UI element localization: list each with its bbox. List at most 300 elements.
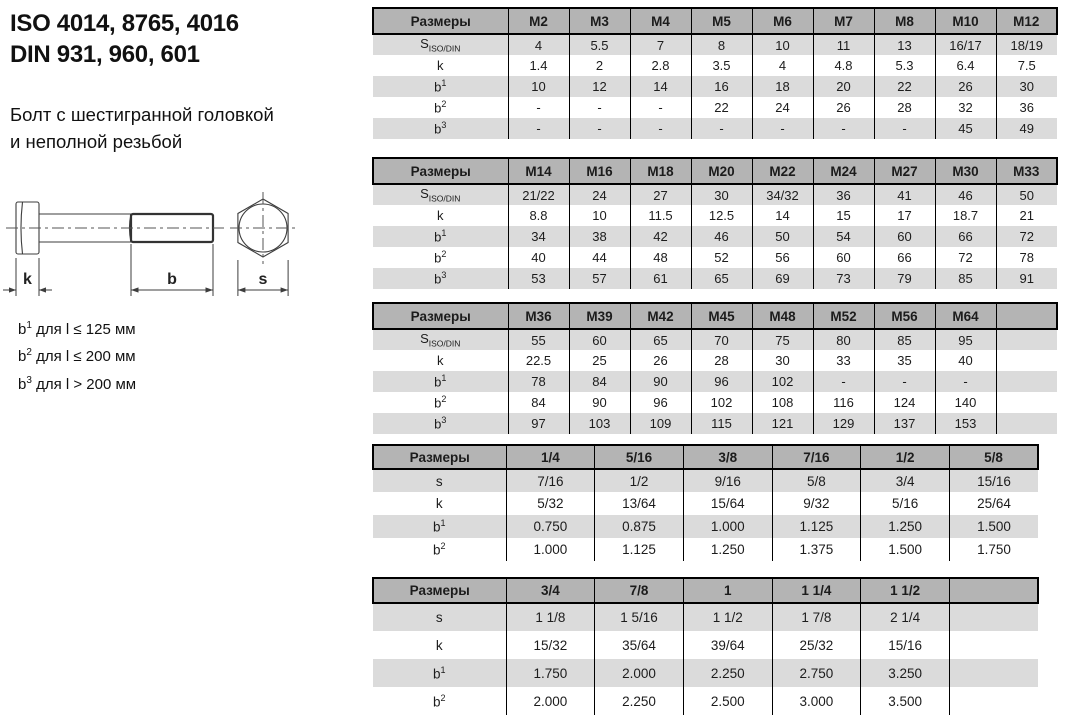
page-subtitle bbox=[10, 102, 370, 156]
table-cell: 45 bbox=[935, 118, 996, 139]
table-cell: 13/64 bbox=[595, 492, 684, 515]
table-cell: 44 bbox=[569, 247, 630, 268]
table-cell: 5.3 bbox=[874, 55, 935, 76]
table-cell: 3/4 bbox=[861, 469, 950, 492]
table-cell: 1.125 bbox=[772, 515, 861, 538]
table-header-size-M10: M10 bbox=[935, 8, 996, 34]
table-cell: 85 bbox=[874, 329, 935, 350]
table-cell: 1.750 bbox=[506, 659, 595, 687]
table-cell: 103 bbox=[569, 413, 630, 434]
table-cell: 7/16 bbox=[506, 469, 595, 492]
table-row bbox=[373, 371, 1057, 392]
table-cell: 16 bbox=[691, 76, 752, 97]
row-label: $S_{ISO/DIN}$ bbox=[373, 34, 508, 55]
dimension-table-2 bbox=[372, 157, 1058, 289]
table-cell: 1.500 bbox=[861, 538, 950, 561]
row-label: k bbox=[435, 637, 443, 653]
table-header-sizes: Размеры bbox=[373, 445, 506, 469]
row-label: s bbox=[373, 469, 506, 492]
table-cell: 27 bbox=[630, 184, 691, 205]
row-label: $b^1$ bbox=[373, 226, 508, 247]
footnote-b3: $b^3$ для l > 200 мм bbox=[18, 374, 137, 393]
subtitle-line-1: Болт с шестигранной головкой bbox=[10, 104, 274, 126]
table-cell: 4.8 bbox=[813, 55, 874, 76]
bolt-side-view bbox=[6, 202, 224, 254]
table-cell: 25/32 bbox=[772, 631, 861, 659]
table-cell: 35 bbox=[874, 350, 935, 371]
dimension-label-b: b bbox=[167, 271, 177, 288]
table-cell: 28 bbox=[691, 350, 752, 371]
row-label: $b^1$ bbox=[373, 371, 508, 392]
table-header-size-M39: M39 bbox=[569, 303, 630, 329]
table-cell: 78 bbox=[508, 371, 569, 392]
table-cell: 34 bbox=[508, 226, 569, 247]
table-cell: 0.875 bbox=[595, 515, 684, 538]
table-cell: - bbox=[691, 118, 752, 139]
table-cell: 65 bbox=[630, 329, 691, 350]
table-header-size-M30: M30 bbox=[935, 158, 996, 184]
table-cell: 11.5 bbox=[630, 205, 691, 226]
table-row bbox=[373, 603, 1038, 631]
table-cell: 30 bbox=[996, 76, 1057, 97]
table-cell: 41 bbox=[874, 184, 935, 205]
table-cell: 108 bbox=[752, 392, 813, 413]
dimension-k bbox=[3, 258, 52, 296]
row-label: $b^1$ bbox=[373, 515, 506, 538]
table-cell bbox=[996, 413, 1057, 434]
dimension-table-3 bbox=[372, 302, 1058, 434]
table-cell: 2 1/4 bbox=[861, 603, 950, 631]
table-header-size-M64: M64 bbox=[935, 303, 996, 329]
row-label: $b^3$ bbox=[373, 118, 508, 139]
table-header-size-empty bbox=[996, 303, 1057, 329]
table-header-row bbox=[373, 8, 1057, 34]
table-header-size-M36: M36 bbox=[508, 303, 569, 329]
table-cell: 25/64 bbox=[949, 492, 1038, 515]
table-cell: 25 bbox=[569, 350, 630, 371]
table-cell bbox=[996, 329, 1057, 350]
table-header-row bbox=[373, 578, 1038, 603]
table-cell: 153 bbox=[935, 413, 996, 434]
table-header-size-M12: M12 bbox=[996, 8, 1057, 34]
table-cell: 1.125 bbox=[595, 538, 684, 561]
table-cell: 52 bbox=[691, 247, 752, 268]
table-cell: 46 bbox=[691, 226, 752, 247]
table-cell: 5/8 bbox=[772, 469, 861, 492]
table-cell: 79 bbox=[874, 268, 935, 289]
table-cell: 124 bbox=[874, 392, 935, 413]
table-header-size-M7: M7 bbox=[813, 8, 874, 34]
table-cell: 12 bbox=[569, 76, 630, 97]
table-cell: 3.250 bbox=[861, 659, 950, 687]
row-label: $b^1$ bbox=[373, 659, 506, 687]
table-cell: - bbox=[630, 97, 691, 118]
page-title bbox=[10, 8, 370, 70]
table-cell: 35/64 bbox=[595, 631, 684, 659]
table-row bbox=[373, 515, 1038, 538]
table-header-size-7/16: 7/16 bbox=[772, 445, 861, 469]
table-cell: 15/16 bbox=[949, 469, 1038, 492]
table-cell: 9/32 bbox=[772, 492, 861, 515]
table-cell: 15/16 bbox=[861, 631, 950, 659]
table-cell: 60 bbox=[813, 247, 874, 268]
table-cell: 20 bbox=[813, 76, 874, 97]
table-cell: 9/16 bbox=[683, 469, 772, 492]
footnote-b2: $b^2$ для l ≤ 200 мм bbox=[18, 347, 136, 366]
table-cell: 70 bbox=[691, 329, 752, 350]
table-cell: 21 bbox=[996, 205, 1057, 226]
table-header-size-empty bbox=[949, 578, 1038, 603]
table-cell: 54 bbox=[813, 226, 874, 247]
table-header-size-3/4: 3/4 bbox=[506, 578, 595, 603]
table-header-size-1 1/4: 1 1/4 bbox=[772, 578, 861, 603]
table-cell: 10 bbox=[569, 205, 630, 226]
row-label: k bbox=[437, 208, 444, 223]
table-cell: 50 bbox=[996, 184, 1057, 205]
table-cell: - bbox=[569, 118, 630, 139]
table-cell: 34/32 bbox=[752, 184, 813, 205]
table-cell: 1.375 bbox=[772, 538, 861, 561]
table-row bbox=[373, 55, 1057, 76]
table-header-size-M27: M27 bbox=[874, 158, 935, 184]
table-cell: 39/64 bbox=[683, 631, 772, 659]
table-header-size-M5: M5 bbox=[691, 8, 752, 34]
table-header-sizes: Размеры bbox=[373, 578, 506, 603]
table-cell: 5/32 bbox=[506, 492, 595, 515]
table-cell: 75 bbox=[752, 329, 813, 350]
table-cell: 121 bbox=[752, 413, 813, 434]
table-header-size-M4: M4 bbox=[630, 8, 691, 34]
table-cell: 32 bbox=[935, 97, 996, 118]
table-cell: 1.250 bbox=[683, 538, 772, 561]
title-iso: ISO 4014, 8765, 4016 bbox=[10, 10, 239, 37]
table-cell: 30 bbox=[691, 184, 752, 205]
row-label: $b^1$ bbox=[373, 76, 508, 97]
table-cell: 30 bbox=[752, 350, 813, 371]
table-cell: 10 bbox=[508, 76, 569, 97]
table-cell: 22 bbox=[874, 76, 935, 97]
table-cell: 11 bbox=[813, 34, 874, 55]
table-cell: 97 bbox=[508, 413, 569, 434]
table-header-row bbox=[373, 445, 1038, 469]
table-cell: 21/22 bbox=[508, 184, 569, 205]
table-cell: - bbox=[874, 371, 935, 392]
table-cell: 15 bbox=[813, 205, 874, 226]
table-row bbox=[373, 687, 1038, 715]
table-cell: 13 bbox=[874, 34, 935, 55]
table-cell: 96 bbox=[630, 392, 691, 413]
dimension-b bbox=[131, 244, 213, 296]
table-row bbox=[373, 469, 1038, 492]
table-row bbox=[373, 184, 1057, 205]
table-header-sizes: Размеры bbox=[373, 303, 508, 329]
table-row bbox=[373, 118, 1057, 139]
table-cell: 2 bbox=[569, 55, 630, 76]
table-cell: 15/64 bbox=[683, 492, 772, 515]
table-cell: 40 bbox=[935, 350, 996, 371]
table-row bbox=[373, 413, 1057, 434]
table-cell: 8 bbox=[691, 34, 752, 55]
table-header-size-M14: M14 bbox=[508, 158, 569, 184]
table-cell: 1.000 bbox=[506, 538, 595, 561]
table-header-size-5/16: 5/16 bbox=[595, 445, 684, 469]
dimension-table-5 bbox=[372, 577, 1039, 715]
table-cell: 95 bbox=[935, 329, 996, 350]
table-cell: 14 bbox=[752, 205, 813, 226]
table-cell: 2.000 bbox=[506, 687, 595, 715]
row-label: $S_{ISO/DIN}$ bbox=[373, 329, 508, 350]
table-cell: 73 bbox=[813, 268, 874, 289]
dimension-s bbox=[238, 260, 288, 296]
table-header-size-M16: M16 bbox=[569, 158, 630, 184]
table-header-size-M48: M48 bbox=[752, 303, 813, 329]
table-cell: 10 bbox=[752, 34, 813, 55]
table-cell: 12.5 bbox=[691, 205, 752, 226]
table-cell: 91 bbox=[996, 268, 1057, 289]
table-header-size-M33: M33 bbox=[996, 158, 1057, 184]
table-cell: 3.500 bbox=[861, 687, 950, 715]
table-cell: 66 bbox=[935, 226, 996, 247]
table-row bbox=[373, 392, 1057, 413]
table-row bbox=[373, 538, 1038, 561]
table-cell: 116 bbox=[813, 392, 874, 413]
table-header-row bbox=[373, 303, 1057, 329]
table-cell: 96 bbox=[691, 371, 752, 392]
table-cell: 26 bbox=[935, 76, 996, 97]
table-cell: 26 bbox=[813, 97, 874, 118]
table-header-size-M42: M42 bbox=[630, 303, 691, 329]
table-cell: 4 bbox=[752, 55, 813, 76]
table-cell: 28 bbox=[874, 97, 935, 118]
table-cell: 102 bbox=[752, 371, 813, 392]
table-cell bbox=[949, 603, 1038, 631]
table-cell: - bbox=[569, 97, 630, 118]
table-cell: 65 bbox=[691, 268, 752, 289]
table-cell: - bbox=[752, 118, 813, 139]
table-cell: 6.4 bbox=[935, 55, 996, 76]
row-label: $b^2$ bbox=[434, 249, 447, 266]
subtitle-line-2: и неполной резьбой bbox=[10, 131, 183, 153]
table-cell: 40 bbox=[508, 247, 569, 268]
table-cell: - bbox=[813, 118, 874, 139]
table-header-size-M56: M56 bbox=[874, 303, 935, 329]
table-row bbox=[373, 329, 1057, 350]
table-cell: 18.7 bbox=[935, 205, 996, 226]
table-cell: 1.4 bbox=[508, 55, 569, 76]
table-cell: 7.5 bbox=[996, 55, 1057, 76]
table-cell: 2.8 bbox=[630, 55, 691, 76]
table-cell: 56 bbox=[752, 247, 813, 268]
table-cell: 1 7/8 bbox=[772, 603, 861, 631]
table-cell: 90 bbox=[569, 392, 630, 413]
table-header-size-M18: M18 bbox=[630, 158, 691, 184]
row-label: $S_{ISO/DIN}$ bbox=[373, 184, 508, 205]
table-cell: 0.750 bbox=[506, 515, 595, 538]
row-label: $b^2$ bbox=[434, 394, 447, 411]
table-cell: 22 bbox=[691, 97, 752, 118]
row-label: $b^2$ bbox=[434, 99, 447, 116]
table-cell: 36 bbox=[996, 97, 1057, 118]
table-cell: 50 bbox=[752, 226, 813, 247]
table-cell: 55 bbox=[508, 329, 569, 350]
table-cell bbox=[949, 631, 1038, 659]
table-row bbox=[373, 205, 1057, 226]
table-cell: 14 bbox=[630, 76, 691, 97]
table-cell: 1 1/2 bbox=[683, 603, 772, 631]
table-cell: 1/2 bbox=[595, 469, 684, 492]
table-cell: 5.5 bbox=[569, 34, 630, 55]
table-header-size-7/8: 7/8 bbox=[595, 578, 684, 603]
table-cell: 2.500 bbox=[683, 687, 772, 715]
table-cell: 72 bbox=[935, 247, 996, 268]
table-cell: 46 bbox=[935, 184, 996, 205]
table-row bbox=[373, 268, 1057, 289]
table-cell: 1.500 bbox=[949, 515, 1038, 538]
table-cell: - bbox=[874, 118, 935, 139]
table-header-size-M3: M3 bbox=[569, 8, 630, 34]
table-cell: 33 bbox=[813, 350, 874, 371]
row-label: $b^3$ bbox=[373, 413, 508, 434]
table-cell: 90 bbox=[630, 371, 691, 392]
table-cell: 84 bbox=[508, 392, 569, 413]
table-cell: 38 bbox=[569, 226, 630, 247]
row-label: s bbox=[373, 603, 506, 631]
table-cell: 137 bbox=[874, 413, 935, 434]
row-label: $b^2$ bbox=[432, 541, 446, 558]
dimension-table-4 bbox=[372, 444, 1039, 561]
table-row bbox=[373, 659, 1038, 687]
bolt-technical-drawing bbox=[0, 186, 335, 321]
table-cell: 18 bbox=[752, 76, 813, 97]
left-panel bbox=[10, 8, 370, 156]
table-row bbox=[373, 492, 1038, 515]
table-cell bbox=[996, 371, 1057, 392]
table-cell: 2.750 bbox=[772, 659, 861, 687]
table-cell: 8.8 bbox=[508, 205, 569, 226]
table-cell: 2.000 bbox=[595, 659, 684, 687]
table-row bbox=[373, 226, 1057, 247]
table-header-size-M52: M52 bbox=[813, 303, 874, 329]
table-cell: 1 5/16 bbox=[595, 603, 684, 631]
table-cell: 16/17 bbox=[935, 34, 996, 55]
table-header-size-5/8: 5/8 bbox=[949, 445, 1038, 469]
row-label: k bbox=[437, 58, 444, 73]
table-cell: 85 bbox=[935, 268, 996, 289]
table-cell: 1.750 bbox=[949, 538, 1038, 561]
table-header-size-M45: M45 bbox=[691, 303, 752, 329]
table-cell: 72 bbox=[996, 226, 1057, 247]
table-row bbox=[373, 34, 1057, 55]
table-cell: 2.250 bbox=[595, 687, 684, 715]
row-label: $b^2$ bbox=[432, 692, 446, 710]
table-cell: 78 bbox=[996, 247, 1057, 268]
table-row bbox=[373, 76, 1057, 97]
table-cell: 84 bbox=[569, 371, 630, 392]
table-cell: 36 bbox=[813, 184, 874, 205]
table-cell: 60 bbox=[874, 226, 935, 247]
table-header-sizes: Размеры bbox=[373, 158, 508, 184]
table-cell: 1 1/8 bbox=[506, 603, 595, 631]
table-header-size-1/4: 1/4 bbox=[506, 445, 595, 469]
table-cell: 5/16 bbox=[861, 492, 950, 515]
table-cell: 140 bbox=[935, 392, 996, 413]
table-cell: 2.250 bbox=[683, 659, 772, 687]
table-cell: - bbox=[508, 97, 569, 118]
table-row bbox=[373, 97, 1057, 118]
dimension-label-s: s bbox=[258, 271, 268, 288]
table-cell: 22.5 bbox=[508, 350, 569, 371]
table-cell: 115 bbox=[691, 413, 752, 434]
footnote-b1: $b^1$ для l ≤ 125 мм bbox=[18, 320, 136, 338]
table-cell: 61 bbox=[630, 268, 691, 289]
dimension-label-k: k bbox=[23, 271, 32, 288]
bolt-head-end-view bbox=[230, 192, 296, 264]
title-din: DIN 931, 960, 601 bbox=[10, 41, 200, 69]
table-cell: 17 bbox=[874, 205, 935, 226]
table-cell: 57 bbox=[569, 268, 630, 289]
table-cell: - bbox=[630, 118, 691, 139]
table-cell: 3.5 bbox=[691, 55, 752, 76]
row-label: $b^3$ bbox=[373, 268, 508, 289]
table-cell: 7 bbox=[630, 34, 691, 55]
table-cell: 80 bbox=[813, 329, 874, 350]
table-cell: 24 bbox=[752, 97, 813, 118]
table-header-size-M22: M22 bbox=[752, 158, 813, 184]
table-cell: 69 bbox=[752, 268, 813, 289]
table-cell: 60 bbox=[569, 329, 630, 350]
table-cell: 4 bbox=[508, 34, 569, 55]
table-cell bbox=[949, 659, 1038, 687]
table-cell: 129 bbox=[813, 413, 874, 434]
row-label: k bbox=[435, 496, 443, 511]
table-header-size-M20: M20 bbox=[691, 158, 752, 184]
table-cell: 42 bbox=[630, 226, 691, 247]
table-cell bbox=[996, 350, 1057, 371]
footnotes bbox=[18, 316, 136, 398]
table-cell: 24 bbox=[569, 184, 630, 205]
table-cell: 26 bbox=[630, 350, 691, 371]
dimension-table-1 bbox=[372, 7, 1058, 139]
table-cell: 18/19 bbox=[996, 34, 1057, 55]
table-cell: 49 bbox=[996, 118, 1057, 139]
table-cell: 15/32 bbox=[506, 631, 595, 659]
table-cell: 1.000 bbox=[683, 515, 772, 538]
table-header-size-M8: M8 bbox=[874, 8, 935, 34]
table-header-size-M2: M2 bbox=[508, 8, 569, 34]
table-header-size-1/2: 1/2 bbox=[861, 445, 950, 469]
table-row bbox=[373, 631, 1038, 659]
table-row bbox=[373, 350, 1057, 371]
row-label: k bbox=[437, 353, 444, 368]
table-cell: 109 bbox=[630, 413, 691, 434]
table-cell bbox=[996, 392, 1057, 413]
table-cell: - bbox=[508, 118, 569, 139]
table-cell: 3.000 bbox=[772, 687, 861, 715]
table-cell: 48 bbox=[630, 247, 691, 268]
table-header-row bbox=[373, 158, 1057, 184]
table-cell: 1.250 bbox=[861, 515, 950, 538]
table-header-sizes: Размеры bbox=[373, 8, 508, 34]
table-cell: 102 bbox=[691, 392, 752, 413]
table-header-size-M24: M24 bbox=[813, 158, 874, 184]
table-header-size-M6: M6 bbox=[752, 8, 813, 34]
table-header-size-1 1/2: 1 1/2 bbox=[861, 578, 950, 603]
table-row bbox=[373, 247, 1057, 268]
table-cell: - bbox=[935, 371, 996, 392]
table-cell: 53 bbox=[508, 268, 569, 289]
table-cell: 66 bbox=[874, 247, 935, 268]
table-header-size-1: 1 bbox=[683, 578, 772, 603]
